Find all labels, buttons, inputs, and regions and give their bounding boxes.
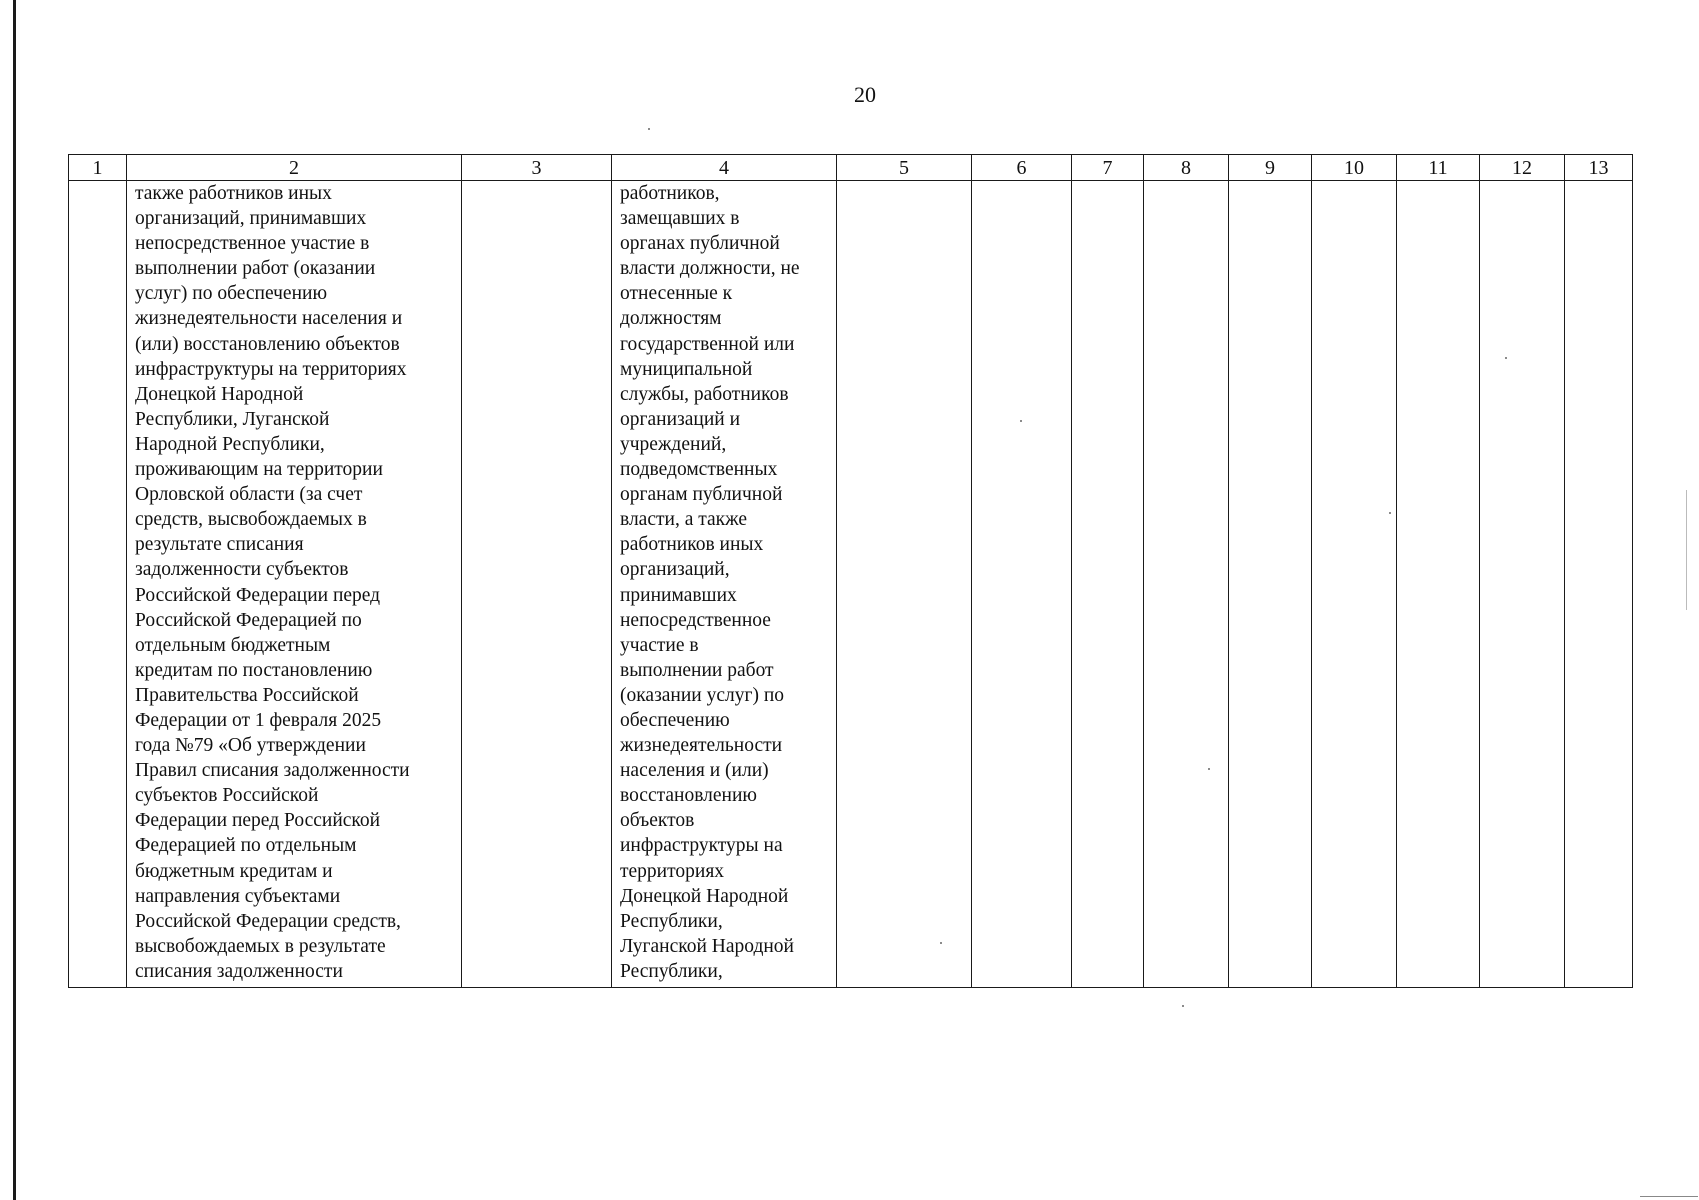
scan-speck (1182, 1005, 1184, 1007)
table-cell-col-9 (1229, 181, 1312, 988)
page-number: 20 (854, 82, 876, 107)
table-cell-col-3 (462, 181, 612, 988)
cell-text: работников, замещавших в органах публичной власти должности, не отнесенные к должностям государственной или муниципальной службы, работников организаций и учреждений, подведомственных органам публичной власти, а также работников иных организаций, принимавших непосредственное участие в выполнении работ (оказании услуг) по обеспечению жизнедеятельности населения и (или) восстановлению объектов инфраструктуры на территориях Донецкой Народной Республики, Луганской Народной Республики, (620, 183, 800, 982)
scan-edge-right (1686, 490, 1687, 610)
cell-text: также работников иных организаций, принимавших непосредственное участие в выполнении работ (оказании услуг) по обеспечению жизнедеятельности населения и (или) восстановлению объектов инфраструктуры на территориях Донецкой Народной Республики, Луганской Народной Республики, проживающим на территории Орловской области (за счет средств, высвобождаемых в результате списания задолженности субъектов Российской Федерации перед Российской Федерацией по отдельным бюджетным кредитам по постановлению Правительства Российской Федерации от 1 февраля 2025 года №79 «Об утверждении Правил списания задолженности субъектов Российской Федерации перед Российской Федерацией по отдельным бюджетным кредитам и направления субъектами Российской Федерации средств, высвобождаемых в результате списания задолженности (135, 183, 410, 982)
table-cell-col-13 (1565, 181, 1633, 988)
table-cell-col-1 (69, 181, 127, 988)
column-header-12: 12 (1480, 155, 1565, 181)
scan-edge-left (13, 0, 16, 1200)
column-header-8: 8 (1144, 155, 1229, 181)
scan-speck (1505, 357, 1507, 359)
table-cell-col-12 (1480, 181, 1565, 988)
column-header-7: 7 (1072, 155, 1144, 181)
table-cell-col-4 (612, 181, 837, 988)
data-table (68, 154, 1633, 988)
scan-speck (1208, 768, 1210, 770)
column-header-6: 6 (972, 155, 1072, 181)
table-cell-col-10 (1312, 181, 1397, 988)
column-header-10: 10 (1312, 155, 1397, 181)
table-cell-col-2 (127, 181, 462, 988)
column-header-1: 1 (69, 155, 127, 181)
column-header-11: 11 (1397, 155, 1480, 181)
column-header-5: 5 (837, 155, 972, 181)
table-cell-col-6 (972, 181, 1072, 988)
table-cell-col-5 (837, 181, 972, 988)
table-cell-col-7 (1072, 181, 1144, 988)
table-cell-col-8 (1144, 181, 1229, 988)
scan-speck (648, 128, 650, 130)
column-header-4: 4 (612, 155, 837, 181)
table-cell-col-11 (1397, 181, 1480, 988)
column-number-row (69, 155, 1633, 181)
table-row (69, 181, 1633, 988)
scan-speck (940, 942, 942, 944)
column-header-9: 9 (1229, 155, 1312, 181)
scan-speck (1020, 420, 1022, 422)
scan-edge-bottom (1640, 1196, 1698, 1197)
column-header-2: 2 (127, 155, 462, 181)
column-header-13: 13 (1565, 155, 1633, 181)
scan-speck (1389, 512, 1391, 514)
column-header-3: 3 (462, 155, 612, 181)
